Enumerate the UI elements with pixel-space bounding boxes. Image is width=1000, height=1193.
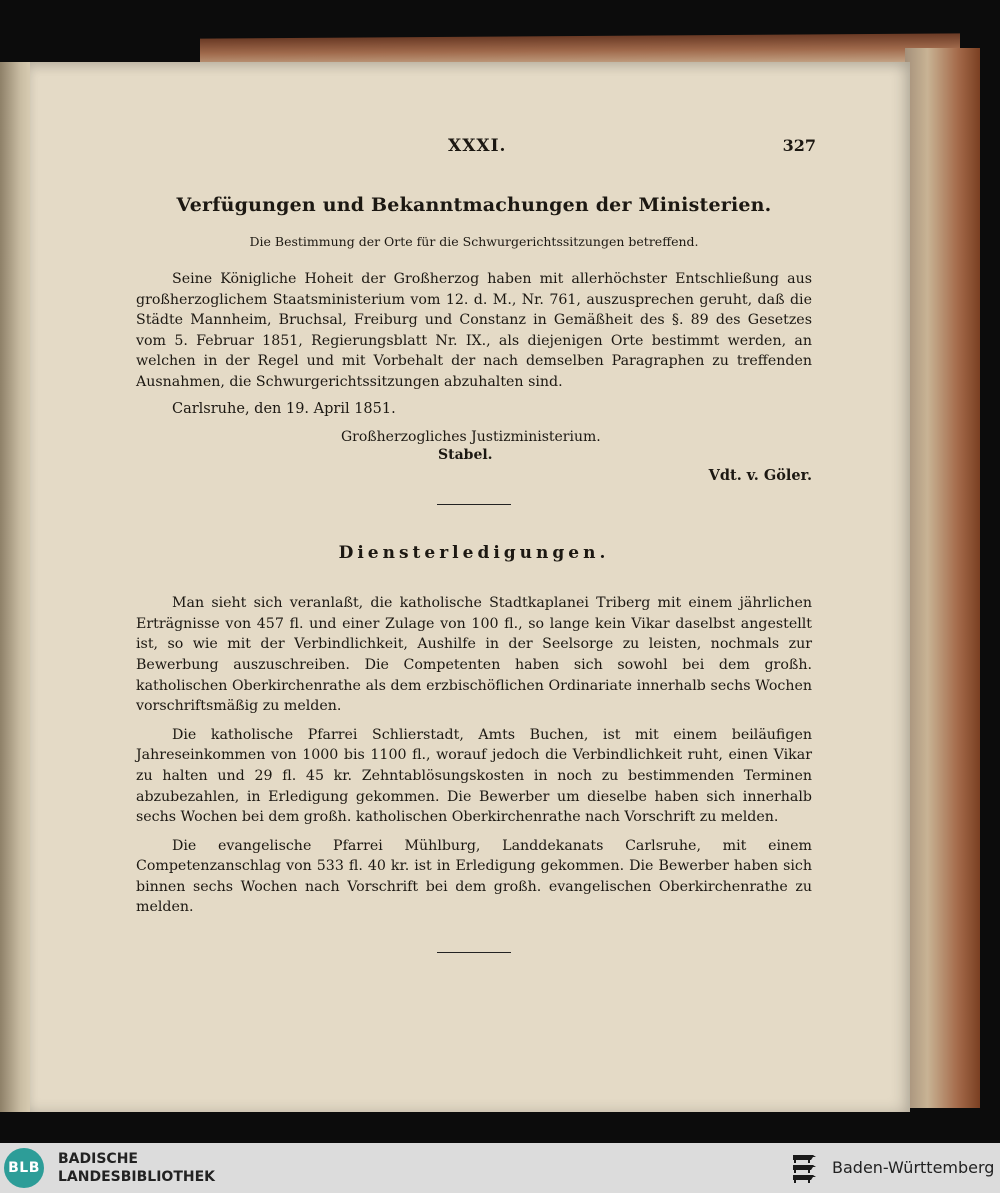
page-number: 327: [782, 136, 816, 155]
blb-logo-text: BLB: [8, 1160, 40, 1176]
vdt-signature: Vdt. v. Göler.: [708, 467, 812, 485]
subtitle: Die Bestimmung der Orte für die Schwurgerichtssitzungen betreffend.: [249, 234, 699, 249]
divider-rule: [437, 504, 511, 505]
section-heading: Diensterledigungen.: [338, 543, 610, 564]
document-page: [30, 62, 910, 1112]
section-number: XXXI.: [448, 136, 507, 156]
divider-rule-bottom: [437, 952, 511, 953]
book-edge-left: [0, 62, 34, 1112]
page-title: Verfügungen und Bekanntmachungen der Ministerien.: [176, 194, 772, 216]
signer-name: Stabel.: [438, 447, 493, 464]
state-name[interactable]: Baden-Württemberg: [832, 1158, 995, 1177]
book-edge-right: [905, 48, 980, 1108]
paragraph-decree: Seine Königliche Hoheit der Großherzog haben mit allerhöchster Entschließung aus großherzoglichem Staatsministerium vom 12. d. M., Nr. 761, auszusprechen geruht, daß die Städte Mannheim, Bruchsal, Freiburg und Constanz in Gemäßheit des §. 89 des Gesetzes vom 5. Februar 1851, Regierungsblatt Nr. IX., als diejenigen Orte bestimmt werden, an welchen in der Regel und mit Vorbehalt der nach demselben Paragraphen zu treffenden Ausnahmen, die Schwurgerichtssitzungen abzuhalten sind.: [136, 271, 812, 390]
paragraph-triberg: Man sieht sich veranlaßt, die katholische Stadtkaplanei Triberg mit einem jährlichen Erträgnisse von 457 fl. und einer Zulage von 100 fl., so lange kein Vikar daselbst angestellt ist, so wie mit der Verbindlichkeit, Aushilfe in der Seelsorge zu leisten, nochmals zur Bewerbung auszuschreiben. Die Competenten haben sich sowohl bei dem großh. katholischen Oberkirchenrathe als dem erzbischöflichen Ordinariate innerhalb sechs Wochen vorschriftsmäßig zu melden.: [136, 595, 812, 715]
library-name-line1: BADISCHE: [58, 1151, 138, 1167]
paragraph-muehlburg: Die evangelische Pfarrei Mühlburg, Landdekanats Carlsruhe, mit einem Competenzanschlag von 533 fl. 40 kr. ist in Erledigung gekommen. Die Bewerber haben sich binnen sechs Wochen nach Vorschrift bei dem großh. evangelischen Oberkirchenrathe zu melden.: [136, 837, 812, 916]
paragraph-schlierstadt: Die katholische Pfarrei Schlierstadt, Amts Buchen, ist mit einem beiläufigen Jahreseinkommen von 1000 bis 1100 fl., worauf jedoch die Verbindlichkeit ruht, einen Vikar zu halten und 29 fl. 45 kr. Zehntablösungskosten in noch zu bestimmenden Terminen abzubezahlen, in Erledigung gekommen. Die Bewerber um dieselbe haben sich innerhalb sechs Wochen bei dem großh. katholischen Oberkirchenrathe nach Vorschrift zu melden.: [136, 726, 812, 826]
page-header: [136, 122, 816, 156]
date-line: Carlsruhe, den 19. April 1851.: [172, 400, 396, 417]
library-name[interactable]: [58, 1150, 215, 1186]
blb-logo[interactable]: [4, 1148, 44, 1188]
library-name-line2: LANDESBIBLIOTHEK: [58, 1169, 216, 1185]
ministry-name: Großherzogliches Justizministerium.: [341, 429, 601, 446]
lions-emblem-icon: [790, 1151, 822, 1185]
page-content: [136, 122, 816, 953]
footer-bar: [0, 1143, 1000, 1193]
